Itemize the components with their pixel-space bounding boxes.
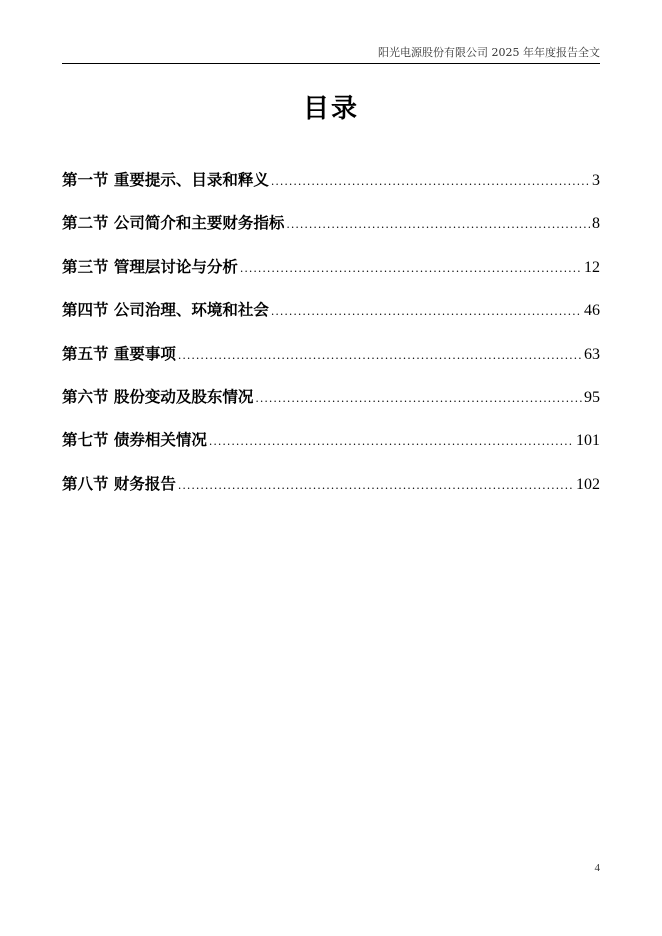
- toc-dot-leader: [255, 387, 582, 411]
- toc-entry[interactable]: [62, 428, 600, 471]
- toc-entry[interactable]: [62, 211, 600, 254]
- toc-entry[interactable]: [62, 472, 600, 515]
- page-number: 4: [594, 862, 600, 874]
- toc-entry-page: 95: [584, 388, 600, 406]
- toc-entry-label: 第三节 管理层讨论与分析: [62, 256, 238, 276]
- toc-entry-page: 102: [576, 475, 600, 493]
- toc-entry-page: 8: [592, 215, 600, 233]
- toc-entry-page: 101: [576, 432, 600, 450]
- toc-entry-page: 12: [584, 258, 600, 276]
- toc-dot-leader: [286, 213, 590, 237]
- toc-entry-label: 第一节 重要提示、目录和释义: [62, 170, 269, 189]
- running-title: 阳光电源股份有限公司 2025 年年度报告全文: [378, 46, 600, 59]
- toc-dot-leader: [240, 257, 582, 281]
- toc-entry-label: 第六节 股份变动及股东情况: [62, 386, 254, 406]
- toc-entry-label: 第八节 财务报告: [62, 473, 176, 493]
- toc-dot-leader: [178, 474, 574, 498]
- toc-dot-leader: [178, 344, 582, 368]
- toc-entry-label: 第五节 重要事项: [62, 343, 176, 363]
- table-of-contents: [62, 168, 600, 515]
- toc-entry[interactable]: [62, 298, 600, 341]
- toc-entry[interactable]: [62, 168, 600, 211]
- toc-entry-page: 63: [584, 345, 600, 363]
- toc-entry[interactable]: [62, 385, 600, 428]
- toc-dot-leader: [271, 170, 590, 194]
- toc-entry-label: 第二节 公司简介和主要财务指标: [62, 213, 285, 233]
- page-header: [62, 44, 600, 64]
- toc-dot-leader: [209, 430, 574, 454]
- toc-entry[interactable]: [62, 342, 600, 385]
- page-title: 目录: [302, 94, 359, 124]
- toc-entry-label: 第七节 债券相关情况: [62, 430, 207, 450]
- toc-dot-leader: [271, 300, 582, 324]
- toc-entry[interactable]: [62, 255, 600, 298]
- toc-entry-label: 第四节 公司治理、环境和社会: [62, 300, 269, 320]
- toc-entry-page: 3: [592, 172, 600, 189]
- toc-entry-page: 46: [584, 302, 600, 320]
